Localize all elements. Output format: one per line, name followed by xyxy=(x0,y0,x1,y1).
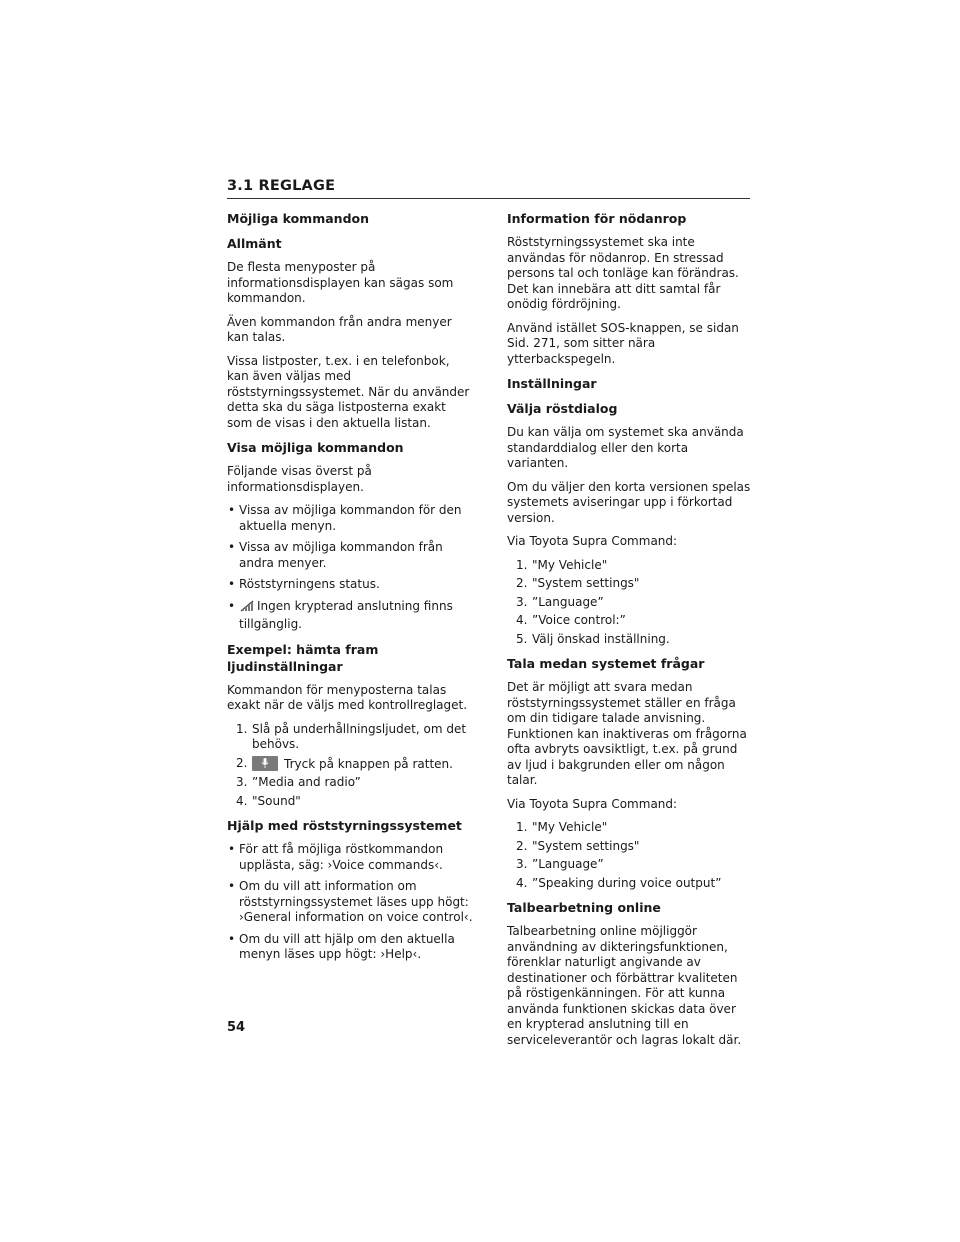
paragraph: Du kan välja om systemet ska använda standarddialog eller den korta varianten. xyxy=(507,425,744,470)
right-column xyxy=(507,210,753,1056)
list-item: 3. ”Language” xyxy=(516,594,604,609)
page-number: 54 xyxy=(227,1020,246,1035)
list-item: 2. Tryck på knappen på ratten. xyxy=(236,755,453,771)
heading-help: Hjälp med röststyrningssystemet xyxy=(227,818,462,833)
paragraph: Talbearbetning online möjliggör användning av dikteringsfunktionen, förenklar naturligt angivande av destinationer och förbättrar kvaliteten på röstigenkänningen. För att kunna använda funktionen skickas data över en krypterad anslutning till en serviceleverantör och lagras lokalt där. xyxy=(507,924,742,1047)
left-column xyxy=(227,210,473,971)
bullet-list xyxy=(227,503,473,633)
list-item: • Röststyrningens status. xyxy=(228,577,380,591)
paragraph: Följande visas överst på informationsdisplayen. xyxy=(227,464,372,494)
bullet-list xyxy=(227,842,473,963)
paragraph: Röststyrningssystemet ska inte användas för nödanrop. En stressad persons tal och tonläge kan förändras. Det kan innebära att ditt samtal får onödig fördröjning. xyxy=(507,235,739,311)
list-item: • Vissa av möjliga kommandon för den aktuella menyn. xyxy=(228,503,462,533)
list-item: • Ingen krypterad anslutning finns tillgänglig. xyxy=(228,598,453,631)
step-list xyxy=(507,820,753,891)
heading-possible-commands: Möjliga kommandon xyxy=(227,211,369,226)
list-item: 4. ”Voice control:” xyxy=(516,613,626,627)
heading-online-speech: Talbearbetning online xyxy=(507,900,661,915)
heading-settings: Inställningar xyxy=(507,376,597,391)
paragraph: Via Toyota Supra Command: xyxy=(507,534,678,548)
list-item: • Om du vill att information om röststyrningssystemet läses upp högt: ›General information on voice control‹. xyxy=(228,879,473,924)
paragraph: De flesta menyposter på informationsdisplayen kan sägas som kommandon. xyxy=(227,260,454,305)
list-item: 1. "My Vehicle" xyxy=(516,820,608,834)
heading-general: Allmänt xyxy=(227,236,282,251)
paragraph: Använd istället SOS-knappen, se sidan Sid. 271, som sitter nära ytterbackspegeln. xyxy=(507,320,739,366)
heading-voice-dialog: Välja röstdialog xyxy=(507,401,618,416)
heading-emergency: Information för nödanrop xyxy=(507,211,687,226)
section-header: 3.1 REGLAGE xyxy=(227,178,750,199)
step-list xyxy=(507,558,753,648)
paragraph: Det är möjligt att svara medan röststyrningssystemet ställer en fråga om din tidigare talade anvisning. Funktionen kan inaktiveras om frågorna ofta avbryts oavsiktligt, t.ex. på grund av ljud i bakgrunden eller om någon talar. xyxy=(507,680,747,787)
heading-example: Exempel: hämta fram ljudinställningar xyxy=(227,641,379,674)
paragraph: Vissa listposter, t.ex. i en telefonbok, kan även väljas med röststyrningssystemet. När du använder detta ska du säga listposterna exakt som de visas i den aktuella listan. xyxy=(227,353,470,430)
step-list xyxy=(227,722,473,810)
list-item: • Vissa av möjliga kommandon från andra menyer. xyxy=(228,540,443,570)
paragraph: Även kommandon från andra menyer kan talas. xyxy=(227,314,452,344)
list-item: 2. "System settings" xyxy=(516,576,640,590)
heading-talk-while-asking: Tala medan systemet frågar xyxy=(507,656,705,671)
list-item: • För att få möjliga röstkommandon upplästa, säg: ›Voice commands‹. xyxy=(228,842,444,872)
list-item: • Om du vill att hjälp om den aktuella menyn läses upp högt: ›Help‹. xyxy=(228,931,455,961)
paragraph: Via Toyota Supra Command: xyxy=(507,796,678,811)
list-item: 4. ”Speaking during voice output” xyxy=(516,875,722,890)
list-item: 1. "My Vehicle" xyxy=(516,557,608,572)
list-item: 5. Välj önskad inställning. xyxy=(516,631,670,646)
paragraph: Kommandon för menyposterna talas exakt när de väljs med kontrollreglaget. xyxy=(227,682,468,712)
list-item: 3. ”Media and radio” xyxy=(236,775,361,789)
microphone-icon xyxy=(252,756,278,771)
list-item: 1. Slå på underhållningsljudet, om det behövs. xyxy=(236,721,467,751)
list-item: 3. ”Language” xyxy=(516,857,604,871)
list-item: 2. "System settings" xyxy=(516,838,640,853)
no-encrypted-connection-icon xyxy=(239,599,255,618)
list-item: 4. "Sound" xyxy=(236,793,301,808)
paragraph: Om du väljer den korta versionen spelas systemets aviseringar upp i förkortad version. xyxy=(507,479,751,525)
heading-show-commands: Visa möjliga kommandon xyxy=(227,440,404,455)
